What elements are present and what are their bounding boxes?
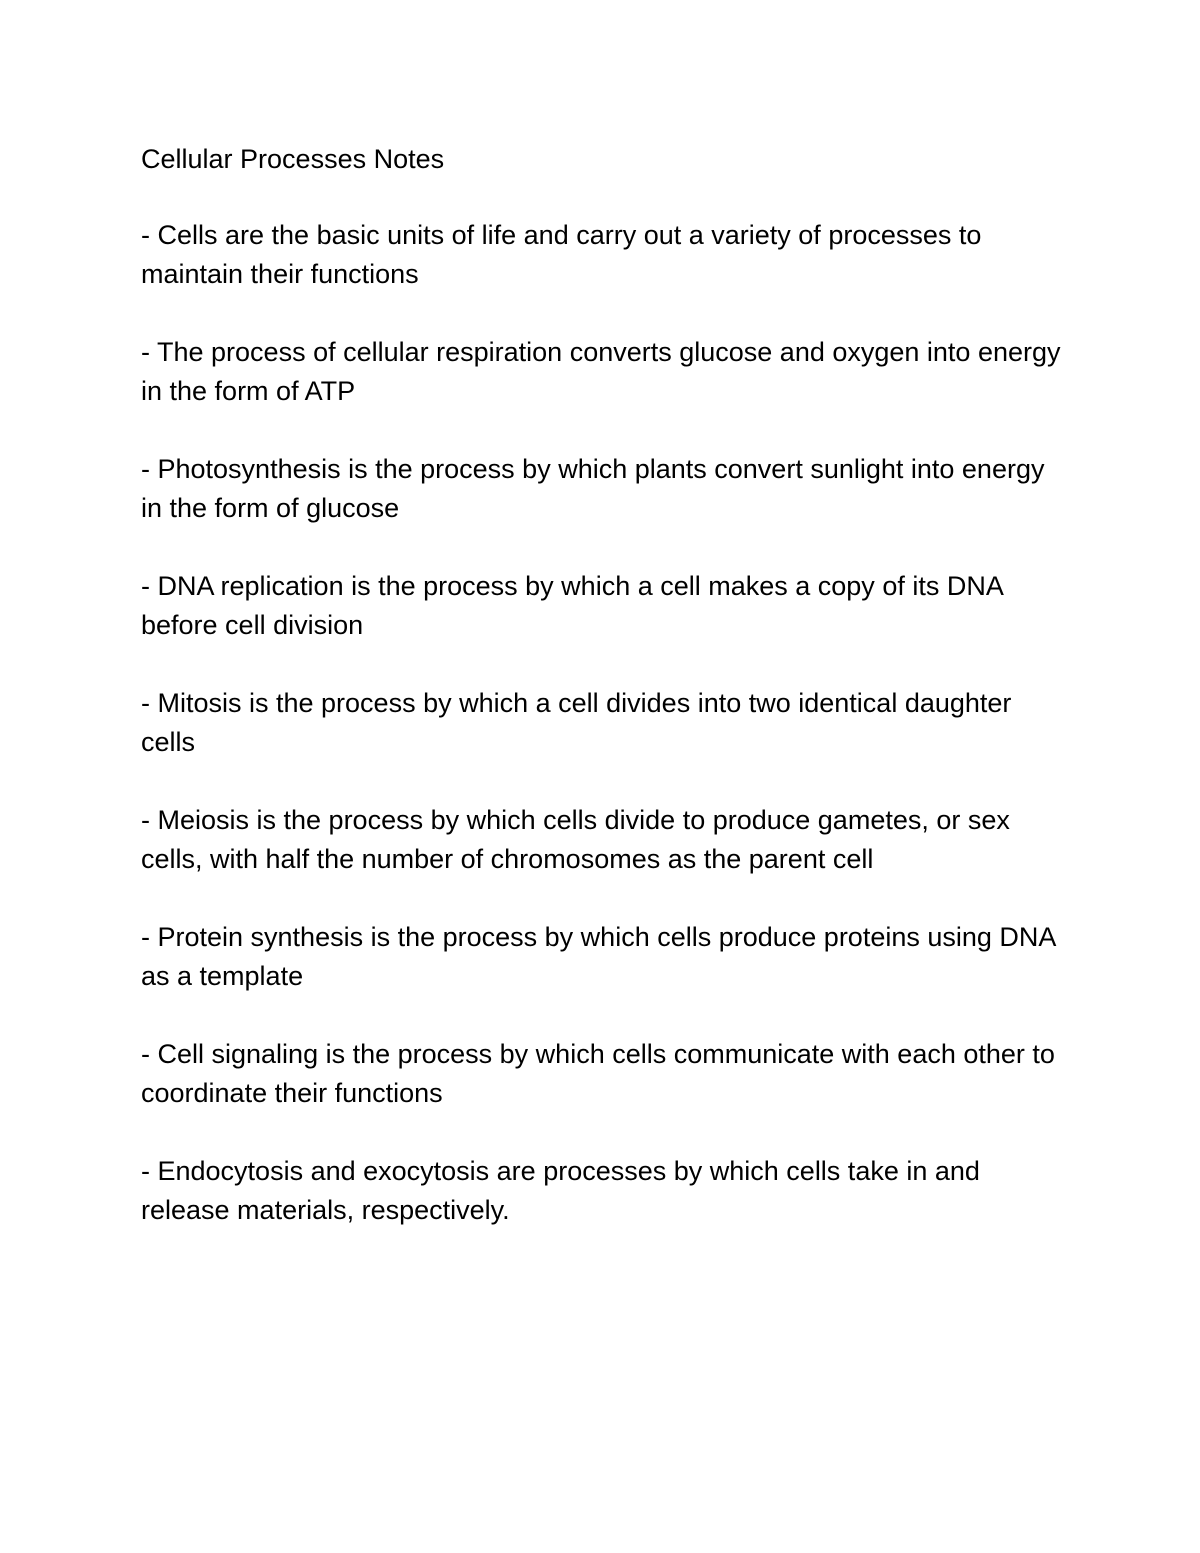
note-item: - Endocytosis and exocytosis are processes by which cells take in and release materials, respectively. bbox=[141, 1156, 980, 1225]
notes-list bbox=[141, 216, 1070, 1230]
note-item: - Mitosis is the process by which a cell divides into two identical daughter cells bbox=[141, 688, 1012, 757]
note-item: - DNA replication is the process by which a cell makes a copy of its DNA before cell division bbox=[141, 571, 1003, 640]
note-item: - Cells are the basic units of life and carry out a variety of processes to maintain their functions bbox=[141, 220, 982, 289]
document-title: Cellular Processes Notes bbox=[141, 144, 445, 174]
note-item: - Cell signaling is the process by which cells communicate with each other to coordinate their functions bbox=[141, 1039, 1055, 1108]
note-item: - The process of cellular respiration converts glucose and oxygen into energy in the form of ATP bbox=[141, 337, 1061, 406]
note-item: - Meiosis is the process by which cells divide to produce gametes, or sex cells, with half the number of chromosomes as the parent cell bbox=[141, 805, 1010, 874]
note-item: - Protein synthesis is the process by which cells produce proteins using DNA as a template bbox=[141, 922, 1055, 991]
note-item: - Photosynthesis is the process by which plants convert sunlight into energy in the form of glucose bbox=[141, 454, 1045, 523]
